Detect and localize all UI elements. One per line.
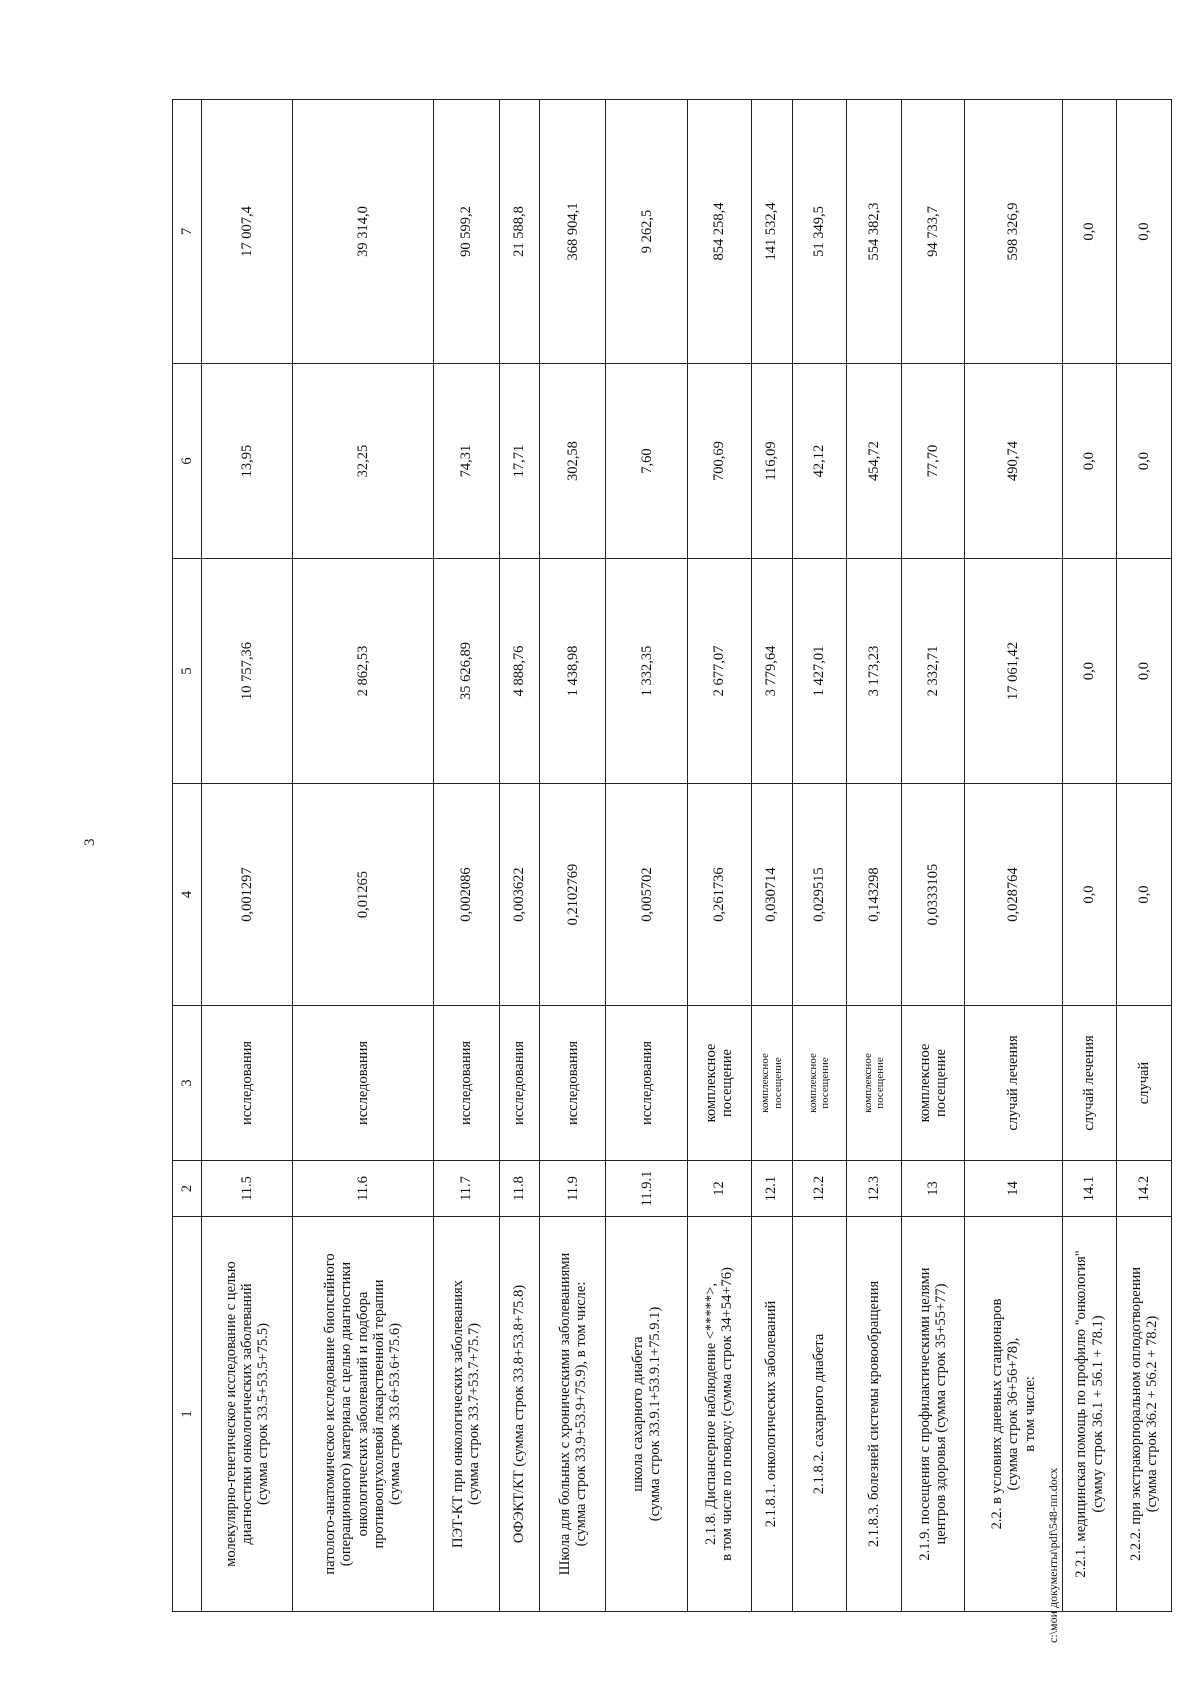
row-value-cell: 554 382,3: [847, 100, 902, 364]
row-unit-cell: исследования: [606, 1006, 688, 1161]
row-value-cell: 32,25: [292, 364, 433, 559]
table-row: [606, 100, 688, 1612]
row-name-cell: ПЭТ-КТ при онкологических заболеваниях (сумма строк 33.7+53.7+75.7): [433, 1217, 499, 1612]
row-value-cell: 302,58: [540, 364, 606, 559]
row-value-cell: 21 588,8: [499, 100, 540, 364]
row-value-cell: 598 326,9: [965, 100, 1063, 364]
table-row: [292, 100, 433, 1612]
row-value-cell: 17 061,42: [965, 559, 1063, 784]
row-value-cell: 17 007,4: [202, 100, 293, 364]
row-unit-cell: комплексное посещение: [751, 1006, 792, 1161]
table-row: [792, 100, 847, 1612]
table-frame: [172, 100, 1172, 1612]
row-value-cell: 0,01265: [292, 784, 433, 1006]
table-row: [1062, 100, 1117, 1612]
row-code-cell: 11.6: [292, 1161, 433, 1217]
row-code-cell: 11.5: [202, 1161, 293, 1217]
row-value-cell: 0,029515: [792, 784, 847, 1006]
row-code-cell: 11.9: [540, 1161, 606, 1217]
row-code-cell: 13: [901, 1161, 965, 1217]
table-row: [540, 100, 606, 1612]
row-code-cell: 12.2: [792, 1161, 847, 1217]
row-code-cell: 14.2: [1117, 1161, 1172, 1217]
row-value-cell: 0,2102769: [540, 784, 606, 1006]
row-name-cell: Школа для больных с хроническими заболеваниями (сумма строк 33.9+53.9+75.9), в том числе:: [540, 1217, 606, 1612]
row-value-cell: 17,71: [499, 364, 540, 559]
header-cell: 6: [173, 364, 202, 559]
row-value-cell: 13,95: [202, 364, 293, 559]
row-value-cell: 2 862,53: [292, 559, 433, 784]
row-name-cell: ОФЭКТ/КТ (сумма строк 33.8+53.8+75.8): [499, 1217, 540, 1612]
row-value-cell: 0,143298: [847, 784, 902, 1006]
table-row: [688, 100, 752, 1612]
row-name-cell: патолого-анатомическое исследование биопсийного (операционного) материала с целью диагностики онкологических заболеваний и подбора противоопухолевой лекарственной терапии (сумма строк 33.6+53.6+75.6): [292, 1217, 433, 1612]
row-value-cell: 2 677,07: [688, 559, 752, 784]
row-name-cell: 2.1.8. Диспансерное наблюдение <*****>, в том числе по поводу: (сумма строк 34+54+76): [688, 1217, 752, 1612]
row-name-cell: 2.1.8.1. онкологических заболеваний: [751, 1217, 792, 1612]
row-value-cell: 51 349,5: [792, 100, 847, 364]
row-value-cell: 0,0: [1062, 100, 1117, 364]
row-value-cell: 0,003622: [499, 784, 540, 1006]
row-code-cell: 11.9.1: [606, 1161, 688, 1217]
header-cell: 1: [173, 1217, 202, 1612]
row-value-cell: 7,60: [606, 364, 688, 559]
row-value-cell: 1 438,98: [540, 559, 606, 784]
table-row: [202, 100, 293, 1612]
row-value-cell: 4 888,76: [499, 559, 540, 784]
row-unit-cell: исследования: [540, 1006, 606, 1161]
header-row: [173, 100, 202, 1612]
row-value-cell: 0,0333105: [901, 784, 965, 1006]
row-value-cell: 9 262,5: [606, 100, 688, 364]
header-cell: 5: [173, 559, 202, 784]
page-number: 3: [82, 838, 98, 846]
row-unit-cell: комплексное посещение: [688, 1006, 752, 1161]
row-value-cell: 90 599,2: [433, 100, 499, 364]
row-name-cell: 2.1.9. посещения с профилактическими целями центров здоровья (сумма строк 35+55+77): [901, 1217, 965, 1612]
row-value-cell: 0,0: [1062, 559, 1117, 784]
table-row: [751, 100, 792, 1612]
table-body: [202, 100, 1172, 1612]
row-value-cell: 0,0: [1117, 364, 1172, 559]
row-unit-cell: случай лечения: [1062, 1006, 1117, 1161]
row-value-cell: 3 779,64: [751, 559, 792, 784]
row-unit-cell: комплексное посещение: [901, 1006, 965, 1161]
row-value-cell: 3 173,23: [847, 559, 902, 784]
header-cell: 7: [173, 100, 202, 364]
row-unit-cell: комплексное посещение: [847, 1006, 902, 1161]
row-code-cell: 14.1: [1062, 1161, 1117, 1217]
row-value-cell: 0,261736: [688, 784, 752, 1006]
footer-file-path: c:\мои документы\pdf\548-пп.docx: [1046, 1467, 1060, 1643]
data-table: [172, 99, 1172, 1612]
table-row: [847, 100, 902, 1612]
rotated-table-container: [172, 100, 1172, 1612]
row-value-cell: 1 332,35: [606, 559, 688, 784]
row-unit-cell: исследования: [202, 1006, 293, 1161]
row-code-cell: 14: [965, 1161, 1063, 1217]
row-name-cell: 2.1.8.3. болезней системы кровообращения: [847, 1217, 902, 1612]
row-value-cell: 0,0: [1062, 364, 1117, 559]
table-row: [433, 100, 499, 1612]
row-value-cell: 0,005702: [606, 784, 688, 1006]
row-value-cell: 74,31: [433, 364, 499, 559]
row-value-cell: 35 626,89: [433, 559, 499, 784]
row-unit-cell: комплексное посещение: [792, 1006, 847, 1161]
row-value-cell: 454,72: [847, 364, 902, 559]
row-code-cell: 11.7: [433, 1161, 499, 1217]
row-name-cell: 2.2.2. при экстракорпоральном оплодотворении (сумма строк 36.2 + 56.2 + 78.2): [1117, 1217, 1172, 1612]
row-value-cell: 141 532,4: [751, 100, 792, 364]
row-name-cell: молекулярно-генетическое исследование с целью диагностики онкологических заболеваний (сумма строк 33.5+53.5+75.5): [202, 1217, 293, 1612]
row-unit-cell: случай лечения: [965, 1006, 1063, 1161]
row-unit-cell: исследования: [433, 1006, 499, 1161]
row-value-cell: 700,69: [688, 364, 752, 559]
row-value-cell: 0,002086: [433, 784, 499, 1006]
table-row: [965, 100, 1063, 1612]
row-value-cell: 0,0: [1117, 100, 1172, 364]
row-unit-cell: исследования: [499, 1006, 540, 1161]
table-row: [499, 100, 540, 1612]
row-value-cell: 0,0: [1117, 784, 1172, 1006]
row-value-cell: 10 757,36: [202, 559, 293, 784]
row-value-cell: 77,70: [901, 364, 965, 559]
row-value-cell: 94 733,7: [901, 100, 965, 364]
table-row: [1117, 100, 1172, 1612]
row-code-cell: 12: [688, 1161, 752, 1217]
row-value-cell: 116,09: [751, 364, 792, 559]
row-value-cell: 368 904,1: [540, 100, 606, 364]
row-value-cell: 490,74: [965, 364, 1063, 559]
row-value-cell: 0,028764: [965, 784, 1063, 1006]
table-row: [901, 100, 965, 1612]
row-code-cell: 12.3: [847, 1161, 902, 1217]
row-code-cell: 12.1: [751, 1161, 792, 1217]
row-value-cell: 1 427,01: [792, 559, 847, 784]
row-value-cell: 39 314,0: [292, 100, 433, 364]
row-value-cell: 0,001297: [202, 784, 293, 1006]
row-code-cell: 11.8: [499, 1161, 540, 1217]
row-value-cell: 854 258,4: [688, 100, 752, 364]
row-value-cell: 0,030714: [751, 784, 792, 1006]
row-name-cell: школа сахарного диабета (сумма строк 33.9.1+53.9.1+75.9.1): [606, 1217, 688, 1612]
row-name-cell: 2.1.8.2. сахарного диабета: [792, 1217, 847, 1612]
header-cell: 3: [173, 1006, 202, 1161]
row-unit-cell: исследования: [292, 1006, 433, 1161]
row-name-cell: 2.2. в условиях дневных стационаров (сумма строк 36+56+78), в том числе:: [965, 1217, 1063, 1612]
header-cell: 4: [173, 784, 202, 1006]
row-value-cell: 42,12: [792, 364, 847, 559]
header-cell: 2: [173, 1161, 202, 1217]
row-unit-cell: случай: [1117, 1006, 1172, 1161]
row-value-cell: 0,0: [1062, 784, 1117, 1006]
row-name-cell: 2.2.1. медицинская помощь по профилю "онкология" (сумму строк 36.1 + 56.1 + 78.1): [1062, 1217, 1117, 1612]
row-value-cell: 0,0: [1117, 559, 1172, 784]
row-value-cell: 2 332,71: [901, 559, 965, 784]
